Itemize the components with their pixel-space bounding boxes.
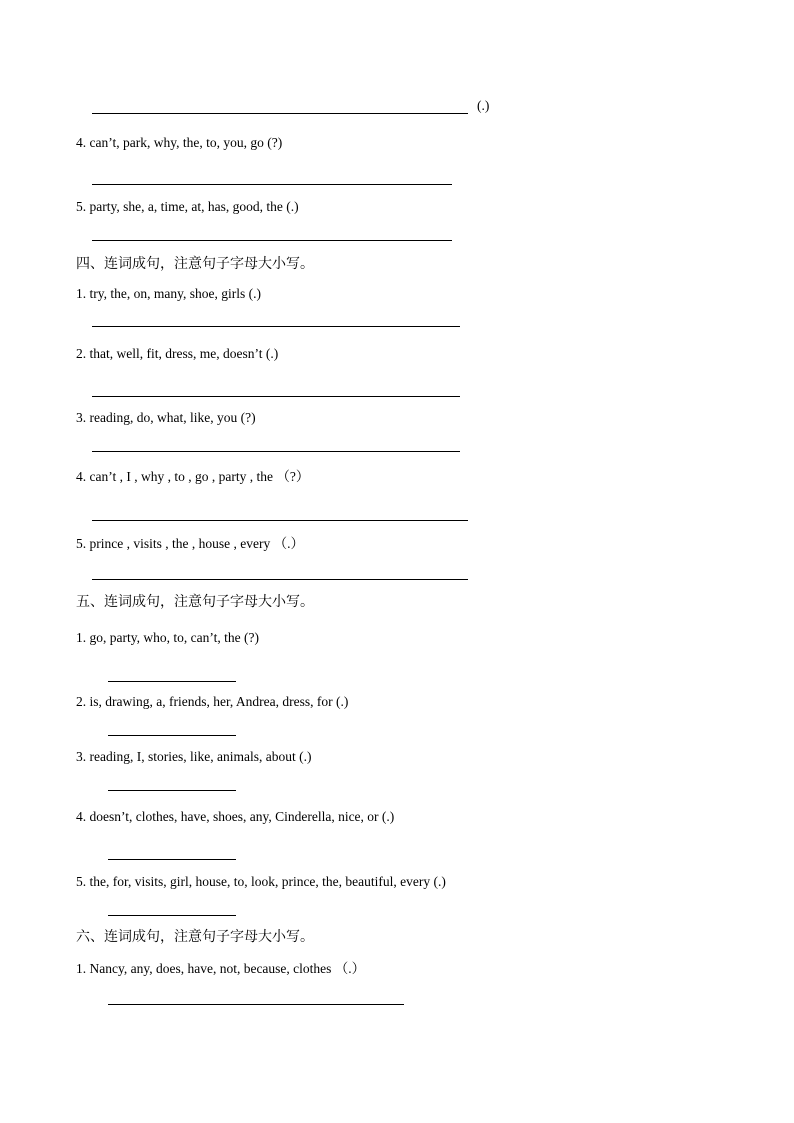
question-item: 4. doesn’t, clothes, have, shoes, any, Cinderella, nice, or (.): [76, 809, 395, 824]
answer-line[interactable]: [108, 915, 236, 916]
question-item: 5. party, she, a, time, at, has, good, the (.): [76, 199, 299, 214]
question-item: 4. can’t, park, why, the, to, you, go (?): [76, 135, 283, 150]
answer-line[interactable]: [92, 396, 460, 397]
section-heading: 四、连词成句，注意句子字母大小写。: [76, 256, 314, 272]
question-item: 4. can’t , I , why , to , go , party , the （?）: [76, 469, 310, 484]
question-item: 5. the, for, visits, girl, house, to, look, prince, the, beautiful, every (.): [76, 874, 446, 889]
question-item: 1. try, the, on, many, shoe, girls (.): [76, 286, 261, 301]
answer-line[interactable]: [92, 240, 452, 241]
answer-line[interactable]: [108, 859, 236, 860]
answer-line[interactable]: [92, 579, 468, 580]
answer-line[interactable]: [108, 1004, 404, 1005]
question-item: 3. reading, do, what, like, you (?): [76, 410, 256, 425]
question-item: 1. Nancy, any, does, have, not, because, clothes （.）: [76, 961, 366, 976]
question-item: 1. go, party, who, to, can’t, the (?): [76, 630, 259, 645]
question-item: 5. prince , visits , the , house , every （.）: [76, 536, 304, 551]
answer-line[interactable]: [92, 520, 468, 521]
answer-line[interactable]: [108, 790, 236, 791]
answer-line[interactable]: [108, 735, 236, 736]
end-punctuation: (.): [477, 98, 490, 113]
answer-line[interactable]: [92, 184, 452, 185]
section-heading: 六、连词成句，注意句子字母大小写。: [76, 929, 314, 945]
section-heading: 五、连词成句，注意句子字母大小写。: [76, 594, 314, 610]
answer-line[interactable]: [92, 113, 468, 114]
answer-line[interactable]: [92, 451, 460, 452]
answer-line[interactable]: [92, 326, 460, 327]
question-item: 2. that, well, fit, dress, me, doesn’t (.): [76, 346, 279, 361]
question-item: 3. reading, I, stories, like, animals, about (.): [76, 749, 312, 764]
answer-line[interactable]: [108, 681, 236, 682]
question-item: 2. is, drawing, a, friends, her, Andrea, dress, for (.): [76, 694, 349, 709]
